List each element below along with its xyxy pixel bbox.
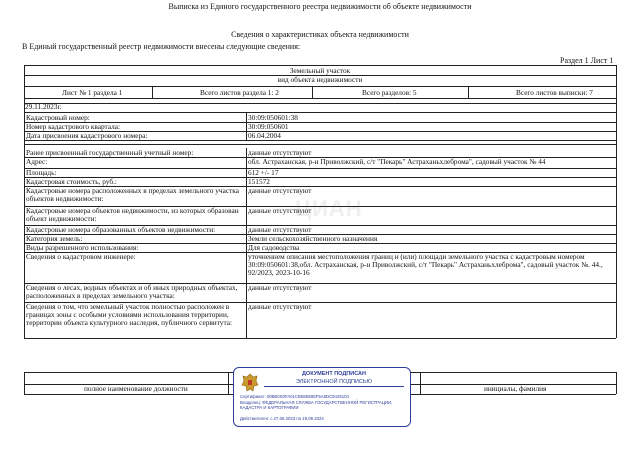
row-label: Сведения о лесах, водных объектах и об иных природных объектах, расположенных в пределах земельного участка: [26,284,238,300]
row-label: Сведения о том, что земельный участок полностью расположен в границах зоны с особыми условиями использования территории, территории объекта культурного наследия, публичного сервитута: [26,303,233,327]
object-type-caption: вид объекта недвижимости [277,76,363,84]
section-label: Раздел 1 Лист 1 [560,56,614,65]
document-subtitle: Сведения о характеристиках объекта недвижимости [231,30,409,39]
extract-date: 29.11.2023г. [25,103,62,111]
stamp-certificate: Сертификат: 00BB0S0FA01CB5882B5F5A5DC9425104 [240,394,349,399]
coat-of-arms-icon [240,372,260,394]
row-label: Виды разрешенного использования: [26,244,139,252]
stamp-line1: ДОКУМЕНТ ПОДПИСАН [302,371,366,377]
row-value: 30:09:050601 [248,123,289,131]
row-label: Адрес: [26,158,48,166]
row-label: Кадастровые номера образованных объектов недвижимости: [26,226,216,234]
row-value: данные отсутствуют [248,187,312,195]
row-value: данные отсутствуют [248,226,312,234]
row-value: данные отсутствуют [248,207,312,215]
row-label: Сведения о кадастровом инженере: [26,253,136,261]
watermark: ЦИАН [295,196,363,221]
row-label: Площадь: [26,169,57,177]
sheet-number: Лист № 1 раздела 1 [62,89,123,97]
row-label: Номер кадастрового квартала: [26,123,121,131]
sheets-in-section: Всего листов раздела 1: 2 [200,89,279,97]
row-label: Кадастровые номера расположенных в пределах земельного участка объектов недвижимости: [26,187,239,203]
row-label: Кадастровая стоимость, руб.: [26,178,117,186]
row-value: Земли сельскохозяйственного назначения [248,235,378,243]
row-value: уточненнем описания местоположения границ и (или) площади земельного участка с кадастровым номером 30:09:050601:38,обл. Астраханская, р-н Приволжский, с/т "Пекарь" Астраханьхлеброма", садовый участок №. 44., 92/2023, 2023-10-16 [248,253,603,277]
row-label: Ранее присвоенный государственный учетный номер: [26,149,194,157]
row-label: Категория земель: [26,235,83,243]
name-label: инициалы, фамилия [484,385,547,393]
row-label: Дата присвоения кадастрового номера: [26,132,148,140]
row-label: Кадастровый номер: [26,114,90,122]
row-label: Кадастровые номера объектов недвижимости, из которых образован объект недвижимости: [26,207,239,223]
intro-text: В Единый государственный реестр недвижимости внесены следующие сведения: [22,42,301,51]
row-value: данные отсутствуют [248,149,312,157]
row-value: Для садоводства [248,244,300,252]
object-type: Земельный участок [289,67,351,75]
stamp-validity: Действителен: с 27.06.2023 по 19.09.2024 [240,416,324,421]
row-value: 151572 [248,178,270,186]
position-label: полное наименование должности [84,385,188,393]
sheets-total: Всего листов выписки: 7 [516,89,593,97]
stamp-line2: ЭЛЕКТРОННОЙ ПОДПИСЬЮ [295,379,373,385]
row-value: данные отсутствуют [248,303,312,311]
row-value: 612 +/- 17 [248,169,279,177]
row-value: 06.04.2004 [248,132,281,140]
row-value: данные отсутствуют [248,284,312,292]
row-value: обл. Астраханская, р-н Приволжский, с/т "Пекарь" Астраханьхлеброма", садовый участок № 44 [248,158,546,166]
stamp-owner: Владелец: ФЕДЕРАЛЬНАЯ СЛУЖБА ГОСУДАРСТВЕННОЙ РЕГИСТРАЦИИ, КАДАСТРА И КАРТОГРАФИИ [240,399,393,410]
electronic-signature-stamp [233,367,411,427]
sections-count: Всего разделов: 5 [362,89,417,97]
document-title: Выписка из Единого государственного реестра недвижимости об объекте недвижимости [168,2,472,11]
row-value: 30:09:050601:38 [248,114,298,122]
